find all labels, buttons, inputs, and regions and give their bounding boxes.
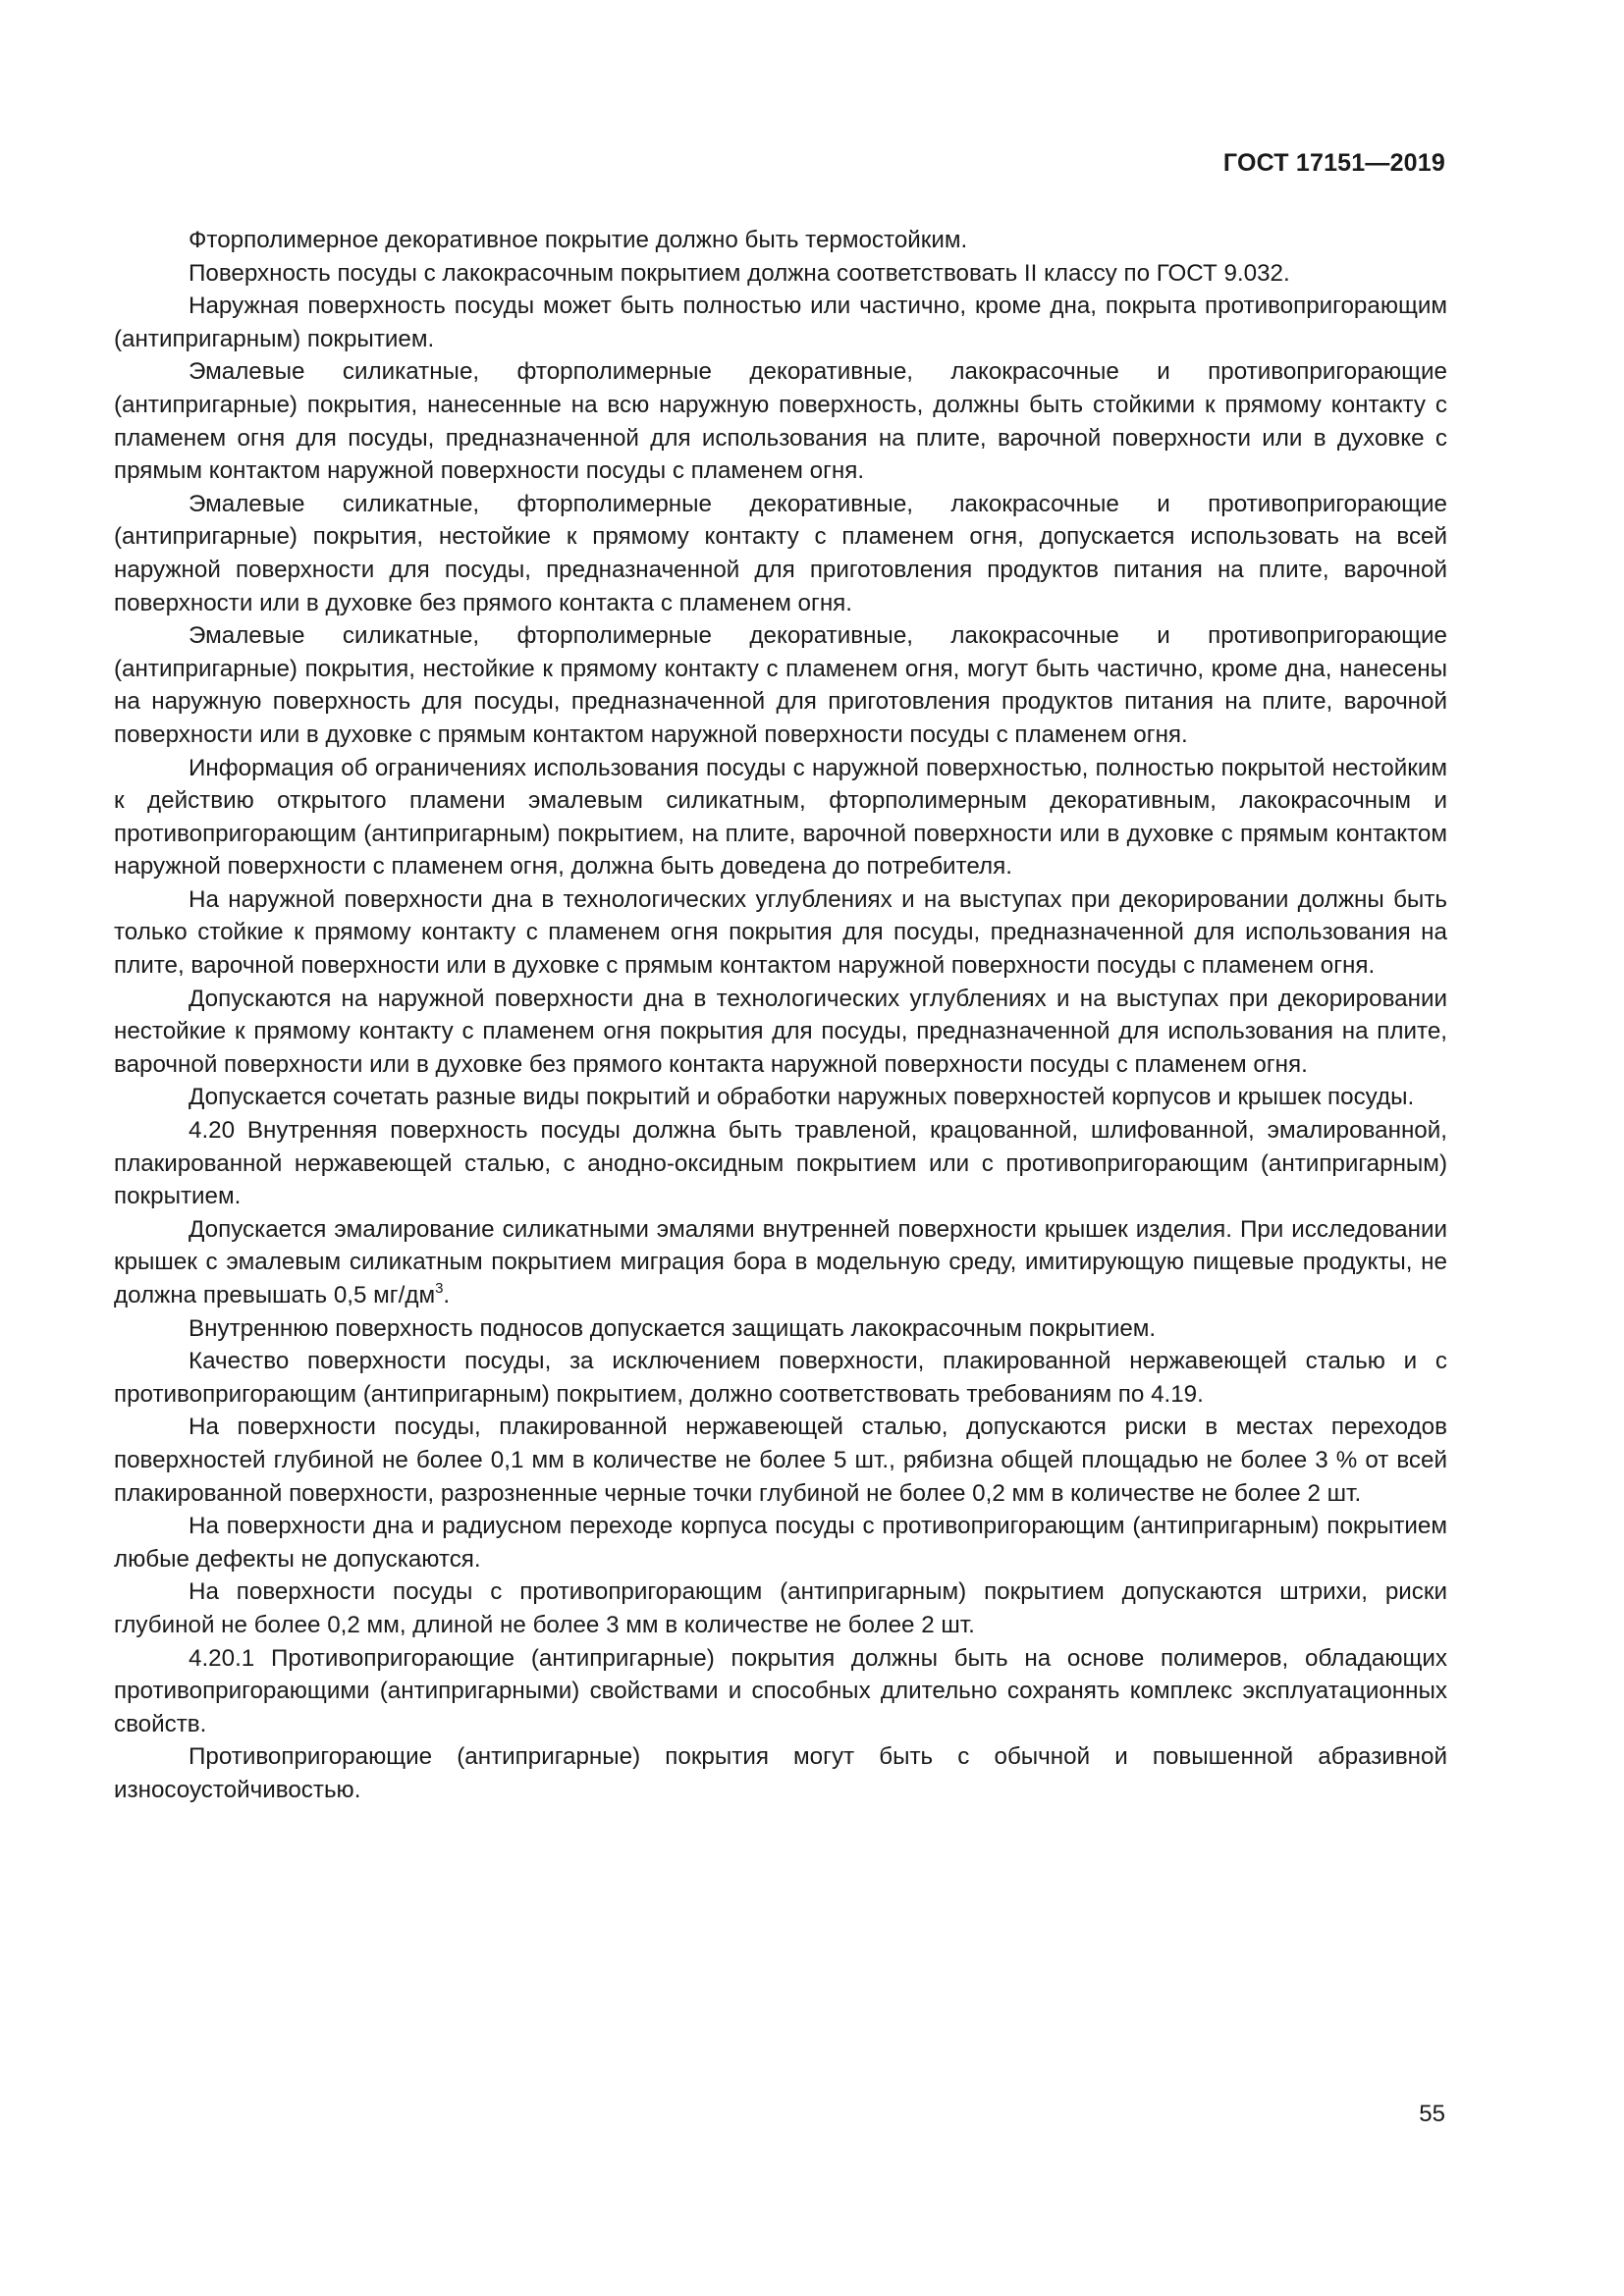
paragraph-outer-surface: Наружная поверхность посуды может быть полностью или частично, кроме дна, покрыта противопригорающим (антипригарным) покрытием. — [114, 293, 1447, 352]
paragraph-non-resistant-partial: Эмалевые силикатные, фторполимерные декоративные, лакокрасочные и противопригорающие (антипригарные) покрытия, нестойкие к прямому контакту с пламенем огня, могут быть частично, кроме дна, нанесены на наружную поверхность для посуды, предназначенной для приготовления продуктов питания на плите, варочной поверхности или в духовке с прямым контактом наружной поверхности посуды с пламенем огня. — [114, 622, 1447, 748]
paragraph-bottom-defects: На поверхности дна и радиусном переходе корпуса посуды с противопригорающим (антипригарным) покрытием любые дефекты не допускаются. — [114, 1513, 1447, 1573]
paragraph-clad-defects: На поверхности посуды, плакированной нержавеющей сталью, допускаются риски в местах переходов поверхностей глубиной не более 0,1 мм в количестве не более 5 шт., рябизна общей площадью не более 3 % от всей плакированной поверхности, разрозненные черные точки глубиной не более 0,2 мм в количестве не более 2 шт. — [114, 1414, 1447, 1507]
paragraph-paint-class: Поверхность посуды с лакокрасочным покрытием должна соответствовать II классу по ГОСТ 9.032. — [189, 259, 1290, 287]
paragraph-nonstick-scratches: На поверхности посуды с противопригорающим (антипригарным) покрытием допускаются штрихи, риски глубиной не более 0,2 мм, длиной не более 3 мм в количестве не более 2 шт. — [114, 1578, 1447, 1638]
paragraph-4-20: 4.20 Внутренняя поверхность посуды должна быть травленой, крацованной, шлифованной, эмалированной, плакированной нержавеющей сталью, с анодно-оксидным покрытием или с противопригорающим (антипригарным) покрытием. — [114, 1117, 1447, 1210]
unit-tail: . — [443, 1282, 451, 1308]
paragraph-flame-resistant-coatings: Эмалевые силикатные, фторполимерные декоративные, лакокрасочные и противопригорающие (антипригарные) покрытия, нанесенные на всю наружную поверхность, должны быть стойкими к прямому контакту с пламенем огня для посуды, предназначенной для использования на плите, варочной поверхности или в духовке с прямым контактом наружной поверхности посуды с пламенем огня. — [114, 358, 1447, 485]
paragraph-trays: Внутреннюю поверхность подносов допускается защищать лакокрасочным покрытием. — [189, 1314, 1157, 1342]
paragraph-non-resistant-full: Эмалевые силикатные, фторполимерные декоративные, лакокрасочные и противопригорающие (антипригарные) покрытия, нестойкие к прямому контакту с пламенем огня, допускается использовать на всей наружной поверхности для посуды, предназначенной для приготовления продуктов питания на плите, варочной поверхности или в духовке без прямого контакта с пламенем огня. — [114, 490, 1447, 616]
standard-header: ГОСТ 17151—2019 — [1222, 149, 1445, 177]
paragraph-surface-quality: Качество поверхности посуды, за исключением поверхности, плакированной нержавеющей сталью и с противопригорающим (антипригарным) покрытием, должно соответствовать требованиям по 4.19. — [114, 1348, 1447, 1408]
lid-enamel-text: Допускается эмалирование силикатными эмалями внутренней поверхности крышек изделия. При исследовании крышек с эмалевым силикатным покрытием миграция бора в модельную среду, имитирующую пищевые продукты, не должна превышать 0,5 мг/дм — [114, 1215, 1447, 1308]
paragraph-abrasion-resistance: Противопригорающие (антипригарные) покрытия могут быть с обычной и повышенной абразивной износоустойчивостью. — [114, 1743, 1447, 1803]
body-text — [114, 224, 1447, 1807]
unit-superscript: 3 — [435, 1280, 444, 1297]
paragraph-4-20-1: 4.20.1 Противопригорающие (антипригарные) покрытия должны быть на основе полимеров, обладающих противопригорающими (антипригарными) свойствами и способных длительно сохранять комплекс эксплуатационных свойств. — [114, 1644, 1447, 1737]
paragraph-thermal-resistance: Фторполимерное декоративное покрытие должно быть термостойким. — [189, 227, 968, 253]
paragraph-lid-enamel — [114, 1213, 1447, 1312]
paragraph-combined-coatings: Допускается сочетать разные виды покрытий и обработки наружных поверхностей корпусов и крышек посуды. — [189, 1084, 1415, 1111]
paragraph-bottom-recesses-non-resistant: Допускаются на наружной поверхности дна в технологических углублениях и на выступах при декорировании нестойкие к прямому контакту с пламенем огня покрытия для посуды, предназначенной для использования на плите, варочной поверхности или в духовке без прямого контакта наружной поверхности посуды с пламенем огня. — [114, 985, 1447, 1078]
paragraph-consumer-info: Информация об ограничениях использования посуды с наружной поверхностью, полностью покрытой нестойким к действию открытого пламени эмалевым силикатным, фторполимерным декоративным, лакокрасочным и противопригорающим (антипригарным) покрытием, на плите, варочной поверхности или в духовке с прямым контактом наружной поверхности с пламенем огня, должна быть доведена до потребителя. — [114, 754, 1447, 881]
page-number: 55 — [1419, 2101, 1445, 2127]
paragraph-bottom-recesses-resistant: На наружной поверхности дна в технологических углублениях и на выступах при декорировании должны быть только стойкие к прямому контакту с пламенем огня покрытия для посуды, предназначенной для использования на плите, варочной поверхности или в духовке с прямым контактом наружной поверхности посуды с пламенем огня. — [114, 885, 1447, 980]
